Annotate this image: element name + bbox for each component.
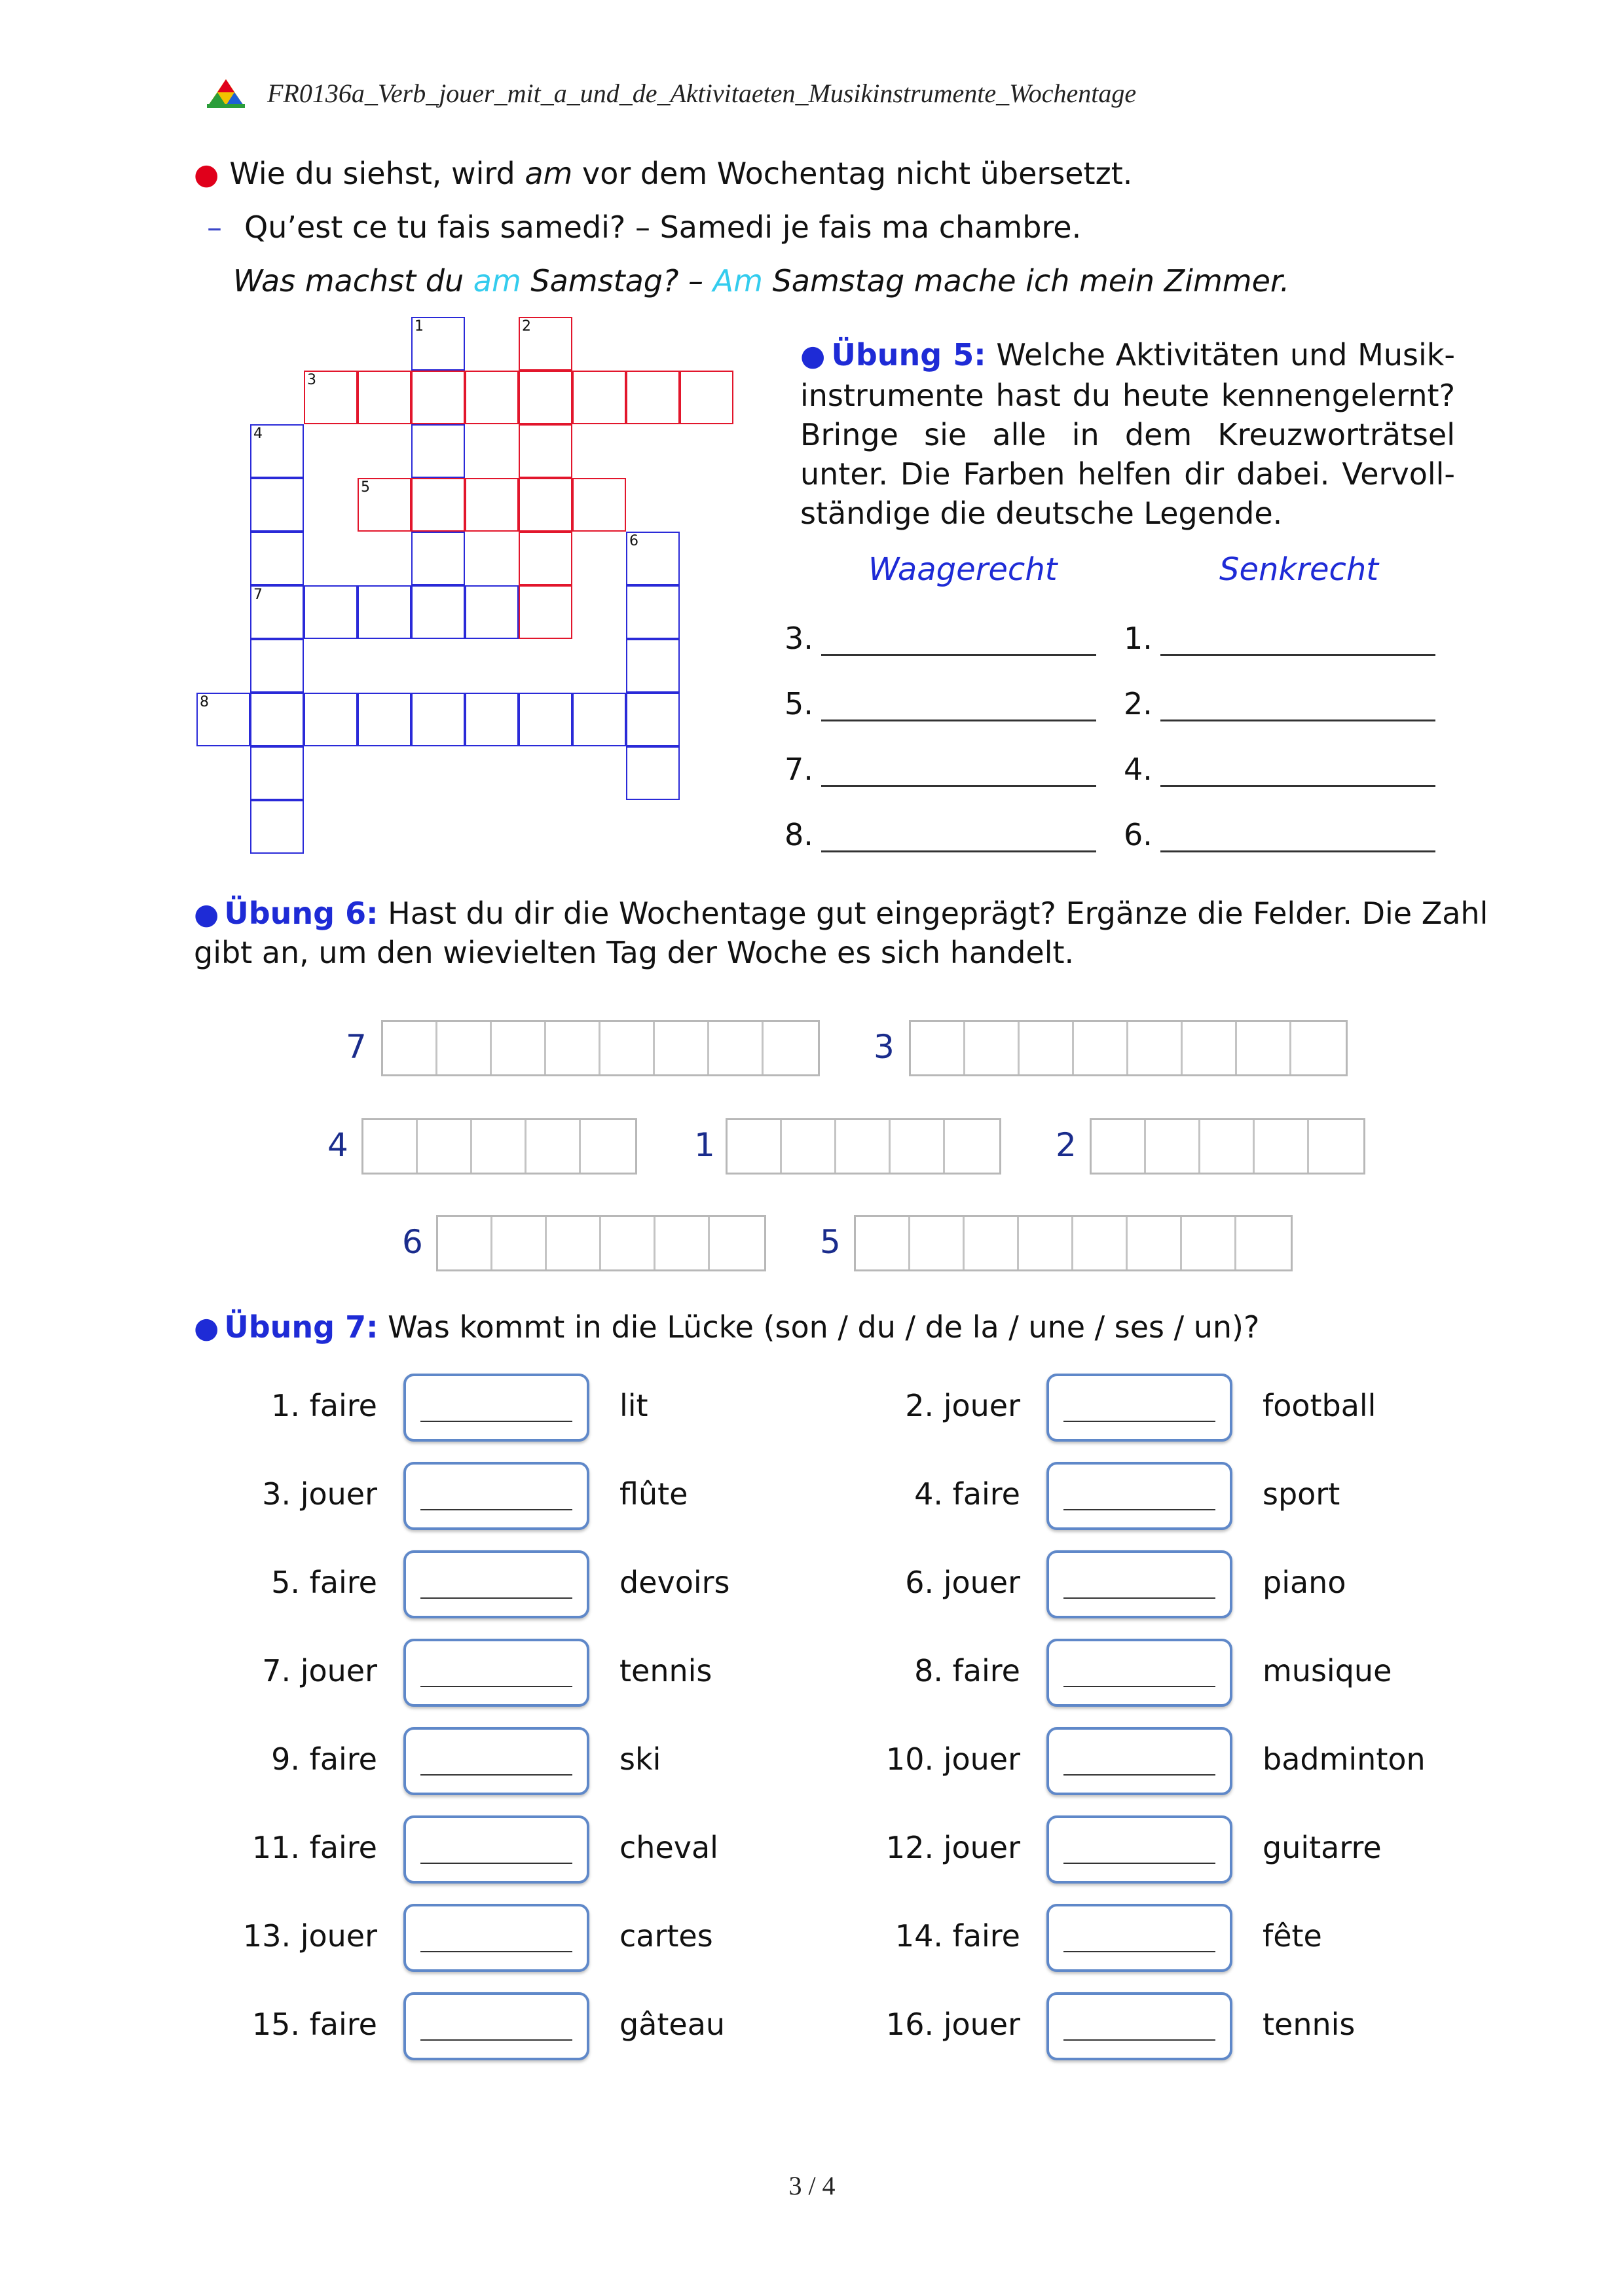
exercise-7-item-word: gâteau [619, 2007, 726, 2042]
answer-line [420, 1774, 572, 1776]
answer-line [420, 1509, 572, 1510]
letter-slot[interactable] [1146, 1120, 1200, 1173]
legend-across-7[interactable]: 7. [784, 752, 1096, 787]
letter-slot[interactable] [655, 1022, 709, 1074]
bullet-icon: ● [194, 1311, 219, 1345]
answer-box[interactable] [1046, 1374, 1232, 1442]
answer-box[interactable] [1046, 1904, 1232, 1972]
day-number: 1 [694, 1126, 715, 1164]
answer-box[interactable] [1046, 1550, 1232, 1618]
crossword-cell[interactable] [411, 532, 465, 585]
answer-line [1063, 1686, 1215, 1687]
crossword-cell[interactable] [250, 639, 304, 693]
letter-slot[interactable] [438, 1217, 492, 1269]
document-title: FR0136a_Verb_jouer_mit_a_und_de_Aktivitaeten_Musikinstrumente_Wochentage [267, 78, 1137, 108]
answer-box[interactable] [1046, 1639, 1232, 1707]
intro-line-1: ● Wie du siehst, wird am vor dem Wochentag nicht übersetzt. [194, 156, 1133, 191]
answer-line [1063, 1597, 1215, 1599]
answer-box[interactable] [403, 1815, 589, 1884]
letter-slot[interactable] [1128, 1217, 1182, 1269]
letter-slot[interactable] [836, 1120, 891, 1173]
exercise-7-item-word: fête [1263, 1918, 1322, 1954]
exercise-7-item-word: cheval [619, 1830, 718, 1865]
bullet-icon: ● [194, 158, 219, 191]
answer-box[interactable] [403, 1639, 589, 1707]
day-letter-boxes[interactable] [361, 1118, 637, 1175]
letter-slot[interactable] [910, 1217, 965, 1269]
answer-line[interactable] [821, 625, 1096, 656]
answer-box[interactable] [403, 1374, 589, 1442]
letter-slot[interactable] [1020, 1022, 1074, 1074]
day-letter-boxes[interactable] [1090, 1118, 1365, 1175]
answer-box[interactable] [1046, 1815, 1232, 1884]
exercise-7-item-word: sport [1263, 1476, 1340, 1512]
letter-slot[interactable] [1309, 1120, 1363, 1173]
exercise-7-item-word: tennis [1263, 2007, 1356, 2042]
crossword-cell[interactable] [465, 478, 519, 532]
crossword-cell[interactable] [411, 478, 465, 532]
answer-line[interactable] [1160, 691, 1435, 721]
exercise-7-item-word: ski [619, 1741, 661, 1777]
letter-slot[interactable] [1074, 1022, 1128, 1074]
answer-line[interactable] [821, 691, 1096, 721]
crossword-cell[interactable] [250, 532, 304, 585]
answer-box[interactable] [403, 1904, 589, 1972]
crossword-cell[interactable] [626, 371, 680, 424]
crossword-cell[interactable] [519, 371, 572, 424]
crossword-cell[interactable] [411, 585, 465, 639]
letter-slot[interactable] [728, 1120, 782, 1173]
crossword-cell[interactable] [519, 478, 572, 532]
exercise-7-item-label: 4. faire [914, 1476, 1020, 1512]
answer-box[interactable] [1046, 1727, 1232, 1795]
letter-slot[interactable] [546, 1022, 600, 1074]
day-number: 4 [327, 1126, 348, 1164]
crossword-cell[interactable] [465, 585, 519, 639]
page-number: 3 / 4 [788, 2171, 836, 2200]
answer-line [420, 1951, 572, 1952]
letter-slot[interactable] [710, 1217, 764, 1269]
crossword-cell[interactable] [626, 585, 680, 639]
legend-down-title: Senkrecht [1219, 551, 1379, 588]
crossword-cell[interactable] [358, 371, 411, 424]
letter-slot[interactable] [1236, 1217, 1291, 1269]
exercise-7-item-word: devoirs [619, 1565, 730, 1600]
letter-slot[interactable] [1073, 1217, 1128, 1269]
letter-slot[interactable] [1200, 1120, 1255, 1173]
exercise-7-item-label: 7. jouer [262, 1653, 377, 1688]
letter-slot[interactable] [437, 1022, 492, 1074]
letter-slot[interactable] [945, 1120, 999, 1173]
page-header [204, 73, 1136, 113]
letter-slot[interactable] [472, 1120, 526, 1173]
exercise-6-instructions-1: ● Übung 6: Hast du dir die Wochentage gut eingeprägt? Ergänze die Felder. Die Zahl [194, 896, 1488, 931]
exercise-7-item-word: badminton [1263, 1741, 1426, 1777]
exercise-7-item-word: piano [1263, 1565, 1346, 1600]
answer-line [1063, 1774, 1215, 1776]
day-letter-boxes[interactable] [726, 1118, 1001, 1175]
answer-box[interactable] [403, 1992, 589, 2060]
crossword-cell[interactable] [680, 371, 733, 424]
crossword-number: 3 [307, 372, 316, 388]
answer-line[interactable] [1160, 625, 1435, 656]
day-letter-boxes[interactable] [381, 1020, 820, 1076]
exercise-7-item-word: lit [619, 1388, 648, 1423]
day-number: 5 [820, 1223, 841, 1261]
crossword-cell[interactable] [304, 693, 358, 746]
letter-slot[interactable] [547, 1217, 601, 1269]
exercise-7-item-word: flûte [619, 1476, 688, 1512]
legend-across-8[interactable]: 8. [784, 817, 1096, 852]
crossword-number: 6 [629, 533, 638, 549]
crossword-cell[interactable] [411, 693, 465, 746]
letter-slot[interactable] [1019, 1217, 1073, 1269]
letter-slot[interactable] [418, 1120, 472, 1173]
day-letter-boxes[interactable] [436, 1215, 766, 1271]
answer-box[interactable] [1046, 1992, 1232, 2060]
crossword-cell[interactable] [519, 424, 572, 478]
answer-line[interactable] [1160, 822, 1435, 852]
letter-slot[interactable] [1291, 1022, 1346, 1074]
letter-slot[interactable] [492, 1217, 547, 1269]
crossword-cell[interactable] [411, 371, 465, 424]
exercise-5-instructions: ● Übung 5: Welche Aktivitäten und Musik-instrumente hast du heute kennengelernt? Bringe sie alle in dem Kreuzworträtsel unter. Die Farben helfen dir dabei. Vervoll-ständige die deutsche Legende. [800, 337, 1455, 531]
crossword-cell[interactable] [358, 693, 411, 746]
day-letter-boxes[interactable] [854, 1215, 1293, 1271]
letter-slot[interactable] [526, 1120, 581, 1173]
crossword-number: 8 [200, 694, 209, 710]
letter-slot[interactable] [1182, 1217, 1236, 1269]
letter-slot[interactable] [1183, 1022, 1237, 1074]
exercise-7-item-label: 2. jouer [905, 1388, 1020, 1423]
exercise-7-item-word: football [1263, 1388, 1376, 1423]
letter-slot[interactable] [1237, 1022, 1291, 1074]
exercise-7-item-word: cartes [619, 1918, 713, 1954]
day-number: 2 [1056, 1126, 1077, 1164]
exercise-7-item-label: 9. faire [271, 1741, 377, 1777]
crossword-number: 4 [253, 426, 263, 442]
day-number: 7 [346, 1028, 367, 1066]
exercise-7-item-word: musique [1263, 1653, 1392, 1688]
answer-box[interactable] [1046, 1462, 1232, 1530]
crossword-number: 1 [415, 318, 424, 335]
exercise-7-item-label: 5. faire [271, 1565, 377, 1600]
letter-slot[interactable] [601, 1217, 655, 1269]
letter-slot[interactable] [856, 1217, 910, 1269]
answer-line [1063, 1863, 1215, 1864]
legend-across-title: Waagerecht [868, 551, 1058, 588]
answer-line [1063, 1509, 1215, 1510]
crossword-cell[interactable] [626, 693, 680, 746]
day-letter-boxes[interactable] [909, 1020, 1348, 1076]
exercise-7-item-label: 6. jouer [905, 1565, 1020, 1600]
answer-line [1063, 2039, 1215, 2041]
exercise-7-item-label: 8. faire [914, 1653, 1020, 1688]
intro-line-3: Was machst du am Samstag? – Am Samstag mache ich mein Zimmer. [233, 263, 1290, 299]
answer-box[interactable] [403, 1727, 589, 1795]
letter-slot[interactable] [655, 1217, 710, 1269]
exercise-7-item-word: tennis [619, 1653, 712, 1688]
answer-line [420, 1597, 572, 1599]
answer-box[interactable] [403, 1462, 589, 1530]
exercise-7-item-label: 12. jouer [885, 1830, 1020, 1865]
crossword-cell[interactable] [519, 693, 572, 746]
crossword-cell[interactable] [250, 478, 304, 532]
crossword-cell[interactable] [250, 693, 304, 746]
letter-slot[interactable] [764, 1022, 818, 1074]
legend-across-3[interactable]: 3. [784, 621, 1096, 656]
legend-down-2[interactable]: 2. [1124, 686, 1435, 721]
crossword-cell[interactable] [250, 746, 304, 800]
answer-line [1063, 1421, 1215, 1422]
crossword-cell[interactable] [250, 800, 304, 854]
crossword-cell[interactable] [465, 693, 519, 746]
crossword-cell[interactable] [626, 746, 680, 800]
day-number: 3 [874, 1028, 895, 1066]
bullet-icon: ● [194, 898, 219, 931]
crossword-cell[interactable] [358, 585, 411, 639]
exercise-7-item-label: 3. jouer [262, 1476, 377, 1512]
crossword-number: 2 [522, 318, 531, 335]
legend-down-1[interactable]: 1. [1124, 621, 1435, 656]
answer-line [1063, 1951, 1215, 1952]
exercise-7-item-label: 14. faire [895, 1918, 1020, 1954]
letter-slot[interactable] [965, 1217, 1019, 1269]
letter-slot[interactable] [709, 1022, 764, 1074]
answer-line[interactable] [821, 822, 1096, 852]
letter-slot[interactable] [965, 1022, 1020, 1074]
exercise-7-item-label: 1. faire [271, 1388, 377, 1423]
exercise-7-item-label: 15. faire [251, 2007, 377, 2042]
exercise-7-item-label: 11. faire [251, 1830, 377, 1865]
exercise-7-item-label: 10. jouer [885, 1741, 1020, 1777]
answer-line[interactable] [1160, 756, 1435, 787]
letter-slot[interactable] [363, 1120, 418, 1173]
crossword-cell[interactable] [465, 371, 519, 424]
letter-slot[interactable] [891, 1120, 945, 1173]
intro-line-2: – Qu’est ce tu fais samedi? – Samedi je fais ma chambre. [207, 210, 1082, 245]
crossword-number: 5 [361, 479, 370, 496]
answer-box[interactable] [403, 1550, 589, 1618]
letter-slot[interactable] [581, 1120, 635, 1173]
crossword-cell[interactable] [519, 532, 572, 585]
exercise-6-instructions-2: gibt an, um den wievielten Tag der Woche es sich handelt. [194, 935, 1075, 970]
crossword-number: 7 [253, 587, 263, 603]
answer-line[interactable] [821, 756, 1096, 787]
dash-icon: – [207, 210, 222, 245]
answer-line [420, 1686, 572, 1687]
letter-slot[interactable] [782, 1120, 836, 1173]
letter-slot[interactable] [383, 1022, 437, 1074]
crossword-cell[interactable] [411, 424, 465, 478]
crossword-cell[interactable] [572, 693, 626, 746]
crossword-cell[interactable] [572, 371, 626, 424]
answer-line [420, 1863, 572, 1864]
legend-down-6[interactable]: 6. [1124, 817, 1435, 852]
crossword-cell[interactable] [519, 585, 572, 639]
answer-line [420, 2039, 572, 2041]
bullet-icon: ● [800, 339, 826, 373]
letter-slot[interactable] [1255, 1120, 1309, 1173]
legend-down-4[interactable]: 4. [1124, 752, 1435, 787]
letter-slot[interactable] [911, 1022, 965, 1074]
crossword-cell[interactable] [626, 639, 680, 693]
crossword-cell[interactable] [572, 478, 626, 532]
letter-slot[interactable] [492, 1022, 546, 1074]
exercise-7-item-label: 16. jouer [885, 2007, 1020, 2042]
letter-slot[interactable] [600, 1022, 655, 1074]
exercise-7-item-word: guitarre [1263, 1830, 1382, 1865]
answer-line [420, 1421, 572, 1422]
exercise-7-instructions: ● Übung 7: Was kommt in die Lücke (son / du / de la / une / ses / un)? [194, 1309, 1260, 1345]
legend-across-5[interactable]: 5. [784, 686, 1096, 721]
day-number: 6 [402, 1223, 423, 1261]
logo-icon [204, 77, 248, 109]
exercise-7-item-label: 13. jouer [242, 1918, 377, 1954]
letter-slot[interactable] [1092, 1120, 1146, 1173]
letter-slot[interactable] [1128, 1022, 1183, 1074]
crossword-cell[interactable] [304, 585, 358, 639]
